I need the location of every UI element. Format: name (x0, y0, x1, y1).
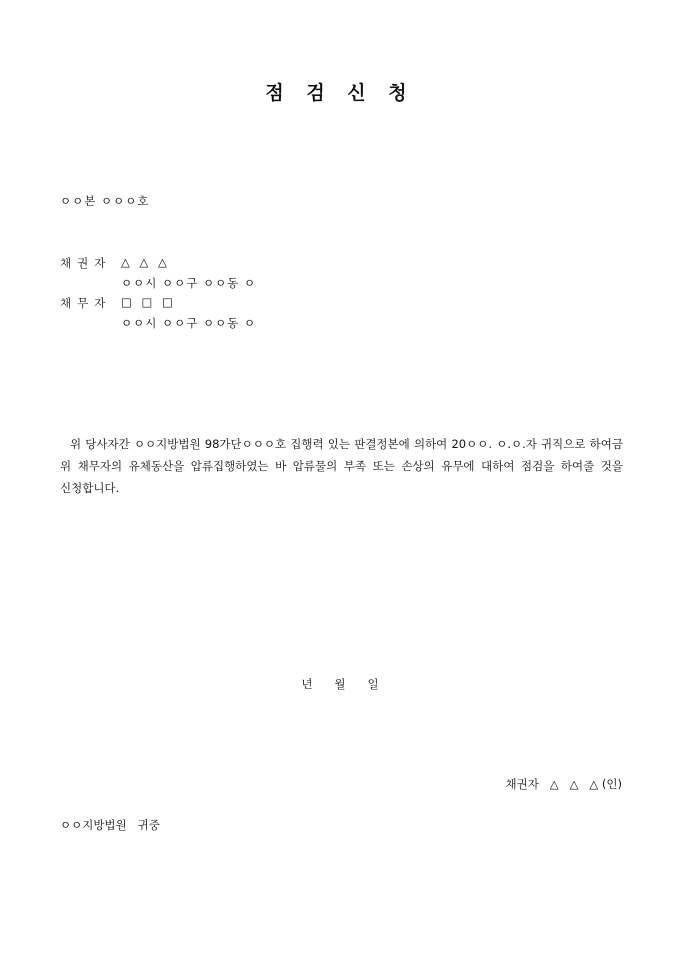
debtor-address: ㅇㅇ시 ㅇㅇ구 ㅇㅇ동 ㅇ (121, 316, 257, 330)
creditor-name: △ △ △ (121, 255, 170, 269)
request-body-text: 위 당사자간 ㅇㅇ지방법원 98가단ㅇㅇㅇ호 집행력 있는 판결정본에 의하여 20ㅇㅇ. ㅇ.ㅇ.자 귀직으로 하여금 위 채무자의 유체동산을 압류집행하였는 바 압류물의 부족 또는 손상의 유무에 대하여 점검을 하여줄 것을 신청합니다. (60, 437, 623, 495)
document-title: 점 검 신 청 (265, 82, 415, 104)
debtor-name: □ □ □ (121, 295, 176, 309)
date-line: 년 월 일 (301, 677, 379, 691)
debtor-label: 채무자 (60, 296, 112, 310)
creditor-address: ㅇㅇ시 ㅇㅇ구 ㅇㅇ동 ㅇ (121, 276, 257, 290)
creditor-label: 채권자 (60, 256, 112, 270)
creditor-signature: 채권자 △ △ △ (인) (505, 777, 622, 791)
court-addressee: ㅇㅇ지방법원 귀중 (60, 818, 160, 832)
case-number: ㅇㅇ본 ㅇㅇㅇ호 (60, 194, 150, 208)
